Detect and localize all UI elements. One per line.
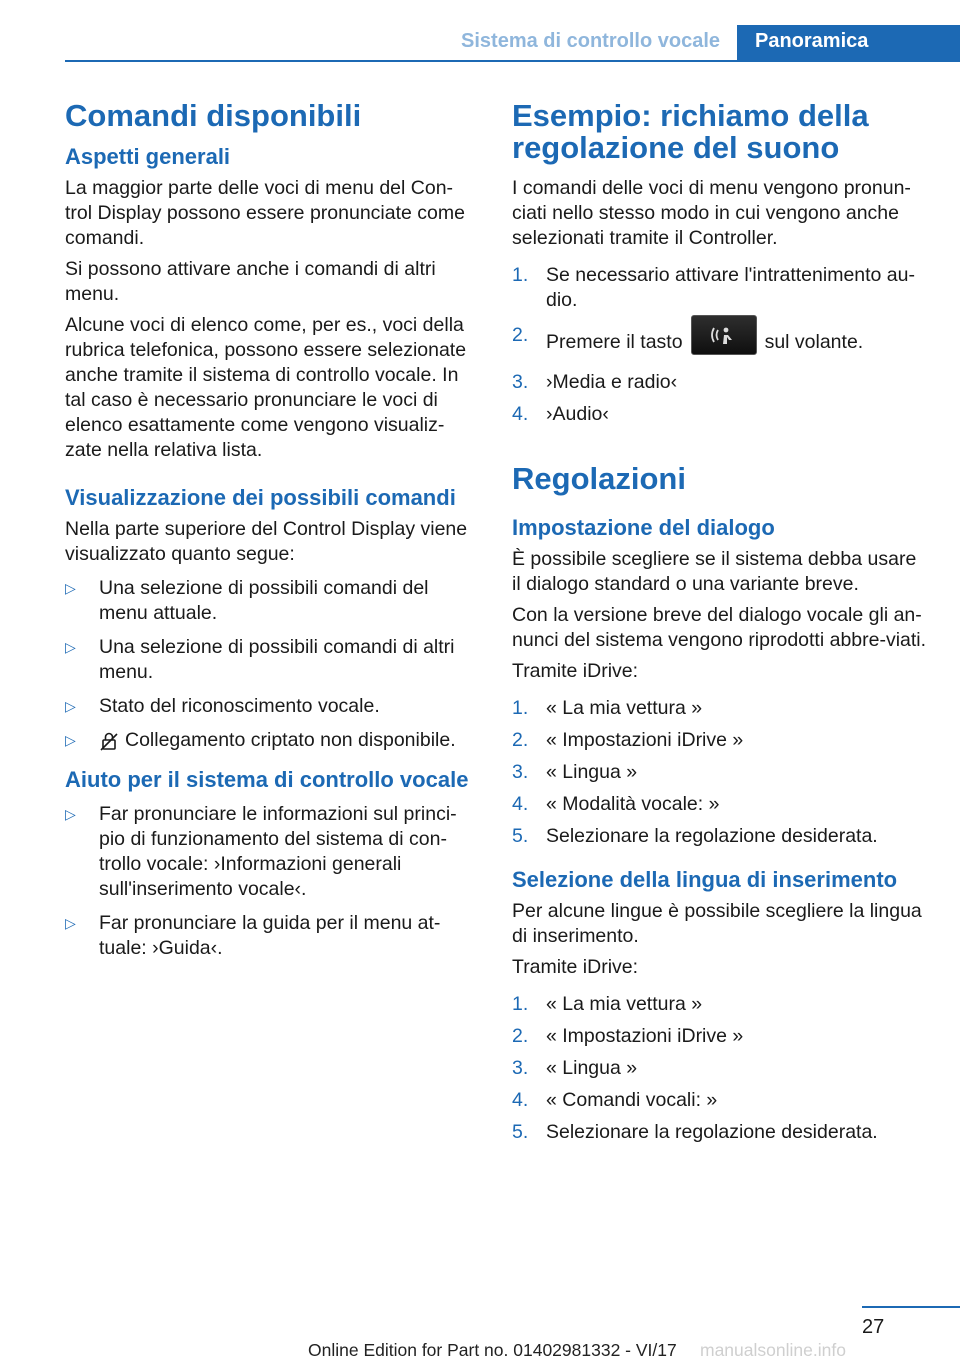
list-item: 3. « Lingua » <box>512 761 638 783</box>
edition-note: Online Edition for Part no. 01402981332 - VI/17 <box>308 1340 677 1360</box>
paragraph: Tramite iDrive: <box>512 660 639 682</box>
subsection-title-display: Visualizzazione dei possibili comandi <box>65 485 456 510</box>
voice-control-button-icon <box>691 315 757 355</box>
page-header <box>0 0 960 62</box>
header-rule <box>65 60 960 62</box>
paragraph: La maggior parte delle voci di menu del Con-trol Display possono essere pronunciate come comandi. <box>65 177 465 249</box>
paragraph: È possibile scegliere se il sistema debba usare il dialogo standard o una variante breve. <box>512 548 917 595</box>
header-section-title: Sistema di controllo vocale <box>461 30 720 52</box>
list-item: 4. « Modalità vocale: » <box>512 793 720 815</box>
list-item: 1. « La mia vettura » <box>512 993 703 1015</box>
subsection-title-language: Selezione della lingua di inserimento <box>512 867 898 892</box>
paragraph: Alcune voci di elenco come, per es., voci della rubrica telefonica, possono essere selezionate anche tramite il sistema di controllo vocale. In tal caso è necessario pronunciare le voci di elenco esattamente come vengono visualiz-zate nella relativa lista. <box>65 314 467 461</box>
list-item: ▷ Una selezione di possibili comandi di altri menu. <box>65 636 455 683</box>
section-title: Comandi disponibili <box>65 98 362 133</box>
triangle-right-icon: ▷ <box>65 639 76 655</box>
list-item: ▷ Far pronunciare la guida per il menu at-tuale: ›Guida‹. <box>65 912 441 959</box>
list-item: 3. ›Media e radio‹ <box>512 371 678 393</box>
left-column <box>65 100 477 970</box>
header-tab: Panoramica <box>737 25 960 62</box>
triangle-right-icon: ▷ <box>65 732 76 748</box>
help-list <box>65 802 477 961</box>
paragraph: Con la versione breve del dialogo vocale gli an-nunci del sistema vengono riprodotti abbre-viati. <box>512 604 927 651</box>
display-list <box>65 576 477 753</box>
footer-rule <box>862 1306 960 1308</box>
list-item: 5. Selezionare la regolazione desiderata. <box>512 1121 878 1143</box>
crossed-lock-icon <box>99 731 119 751</box>
subsection-title-general: Aspetti generali <box>65 144 231 169</box>
language-steps <box>512 992 930 1145</box>
triangle-right-icon: ▷ <box>65 698 76 714</box>
list-item: 2. « Impostazioni iDrive » <box>512 729 744 751</box>
list-item: 4. ›Audio‹ <box>512 403 609 425</box>
dialog-steps <box>512 696 930 849</box>
list-item: 3. « Lingua » <box>512 1057 638 1079</box>
triangle-right-icon: ▷ <box>65 915 76 931</box>
list-item: 2. « Impostazioni iDrive » <box>512 1025 744 1047</box>
settings-title: Regolazioni <box>512 461 686 496</box>
paragraph: Per alcune lingue è possibile scegliere la lingua di inserimento. <box>512 900 922 947</box>
list-item: ▷ Stato del riconoscimento vocale. <box>65 695 380 717</box>
list-item: 4. « Comandi vocali: » <box>512 1089 718 1111</box>
paragraph: Si possono attivare anche i comandi di altri menu. <box>65 258 436 305</box>
triangle-right-icon: ▷ <box>65 806 76 822</box>
subsection-title-help: Aiuto per il sistema di controllo vocale <box>65 767 469 792</box>
list-item: 5. Selezionare la regolazione desiderata. <box>512 825 878 847</box>
triangle-right-icon: ▷ <box>65 580 76 596</box>
right-column <box>512 100 930 1152</box>
list-item: ▷ Una selezione di possibili comandi del menu attuale. <box>65 577 429 624</box>
list-item: ▷ Collegamento criptato non disponibile. <box>65 729 456 751</box>
page-number: 27 <box>862 1316 885 1338</box>
subsection-title-dialog: Impostazione del dialogo <box>512 515 775 540</box>
list-item: 1. Se necessario attivare l'intrattenimento au-dio. <box>512 264 915 311</box>
paragraph: Tramite iDrive: <box>512 956 639 978</box>
paragraph: I comandi delle voci di menu vengono pronun-ciati nello stesso modo in cui vengono anche selezionati tramite il Controller. <box>512 177 911 249</box>
list-item: ▷ Far pronunciare le informazioni sul princi-pio di funzionamento del sistema di con-trollo vocale: ›Informazioni generali sull'inserimento vocale‹. <box>65 803 457 900</box>
example-title: Esempio: richiamo della regolazione del suono <box>512 98 869 165</box>
list-item: 2. Premere il tasto sul volante. <box>512 323 930 363</box>
example-steps <box>512 263 930 427</box>
watermark: manualsonline.info <box>700 1340 846 1360</box>
paragraph: Nella parte superiore del Control Display viene visualizzato quanto segue: <box>65 518 468 565</box>
list-item: 1. « La mia vettura » <box>512 697 703 719</box>
